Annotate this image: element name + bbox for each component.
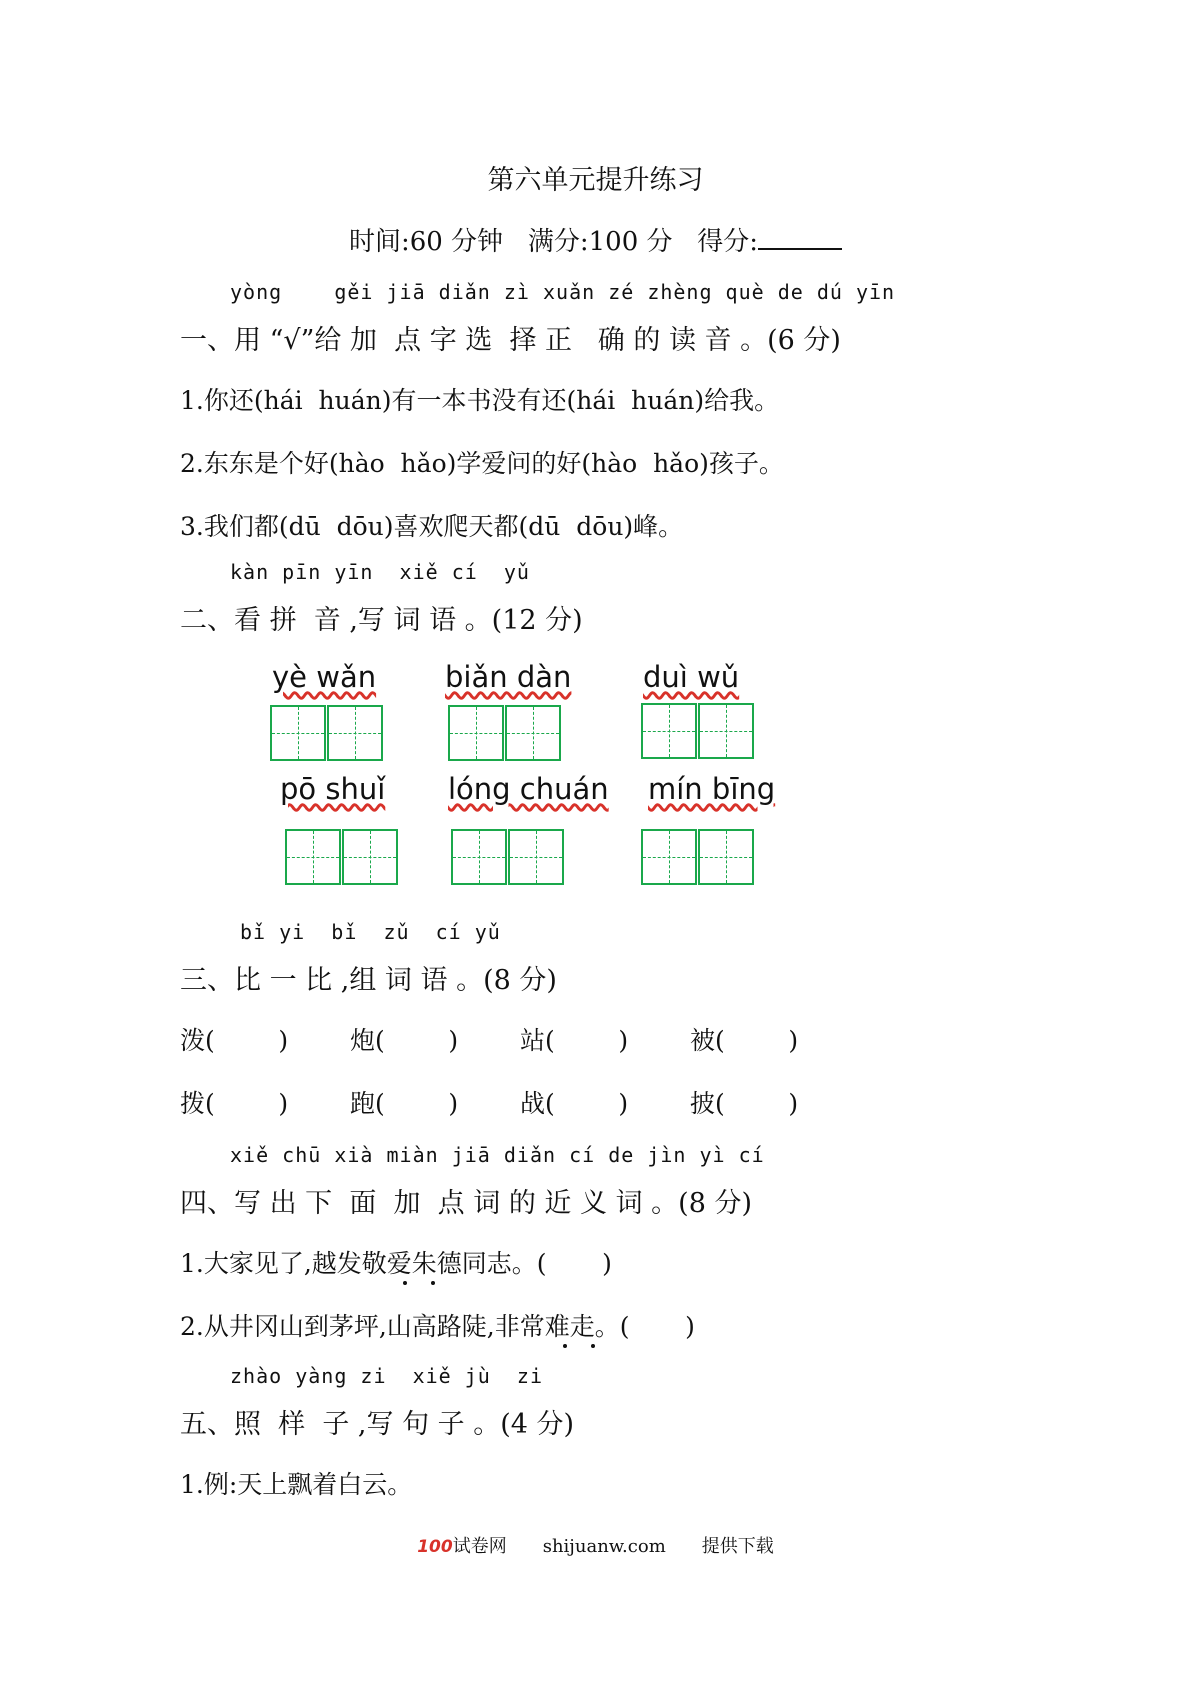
section1-heading: 一、用 “√”给 加 点 字 选 择 正 确 的 读 音 。(6 分) (180, 325, 841, 356)
section5-heading: 五、照 样 子 ,写 句 子 。(4 分) (180, 1409, 575, 1440)
time-limit: 时间:60 分钟 (348, 227, 504, 257)
compare-word-5: 拨( ) (180, 1089, 289, 1118)
writing-box[interactable] (508, 829, 564, 885)
section5-item-1: 1.例:天上飘着白云。 (180, 1470, 413, 1499)
writing-box[interactable] (448, 705, 504, 761)
section1-item-2: 2.东东是个好(hào hǎo)学爱问的好(hào hǎo)孩子。 (180, 449, 784, 478)
section4-item-2: 2.从井冈山到茅坪,山高路陡,非常难走。( ) (180, 1312, 695, 1341)
compare-word-8: 披( ) (690, 1089, 799, 1118)
compare-word-1: 泼( ) (180, 1026, 289, 1055)
emphasis-dot (431, 1281, 435, 1285)
writing-box[interactable] (327, 705, 383, 761)
section4-pinyin: xiě chū xià miàn jiā diǎn cí de jìn yì cí (230, 1143, 765, 1167)
writing-box[interactable] (698, 703, 754, 759)
writing-box[interactable] (641, 703, 697, 759)
site-logo: 100 (417, 1537, 453, 1557)
download-note: 提供下载 (701, 1536, 774, 1557)
page-footer (0, 1532, 1191, 1558)
word-pinyin-1: yè wǎn (272, 660, 377, 694)
site-url[interactable]: shijuanw.com (542, 1536, 666, 1557)
section1-item-1: 1.你还(hái huán)有一本书没有还(hái huán)给我。 (180, 386, 780, 415)
word-pinyin-6: mín bīng (648, 772, 776, 806)
section1-pinyin: yòng gěi jiā diǎn zì xuǎn zé zhèng què de dú yīn (230, 280, 896, 304)
section5-pinyin: zhào yàng zi xiě jù zi (230, 1364, 543, 1388)
section2-heading: 二、看 拼 音 ,写 词 语 。(12 分) (180, 605, 583, 636)
compare-word-4: 被( ) (690, 1026, 799, 1055)
exam-meta (0, 221, 1191, 258)
word-pinyin-2: biǎn dàn (445, 660, 572, 694)
section1-item-3: 3.我们都(dū dōu)喜欢爬天都(dū dōu)峰。 (180, 512, 684, 541)
section3-pinyin: bǐ yi bǐ zǔ cí yǔ (240, 920, 501, 944)
writing-box[interactable] (270, 705, 326, 761)
compare-word-3: 站( ) (520, 1026, 629, 1055)
page-title: 第六单元提升练习 (487, 165, 704, 196)
writing-box[interactable] (641, 829, 697, 885)
writing-box[interactable] (342, 829, 398, 885)
writing-box[interactable] (698, 829, 754, 885)
compare-word-6: 跑( ) (350, 1089, 459, 1118)
compare-word-7: 战( ) (520, 1089, 629, 1118)
score-label: 得分: (697, 227, 759, 257)
section3-heading: 三、比 一 比 ,组 词 语 。(8 分) (180, 965, 557, 996)
emphasis-dot (591, 1344, 595, 1348)
writing-box[interactable] (451, 829, 507, 885)
writing-box[interactable] (505, 705, 561, 761)
word-pinyin-3: duì wǔ (643, 660, 740, 694)
word-pinyin-5: lóng chuán (448, 772, 609, 806)
section4-heading: 四、写 出 下 面 加 点 词 的 近 义 词 。(8 分) (180, 1188, 752, 1219)
full-score: 满分:100 分 (527, 227, 673, 257)
section4-item-1: 1.大家见了,越发敬爱朱德同志。( ) (180, 1249, 612, 1278)
section2-pinyin: kàn pīn yīn xiě cí yǔ (230, 560, 530, 584)
word-pinyin-4: pō shuǐ (280, 772, 386, 806)
compare-word-2: 炮( ) (350, 1026, 459, 1055)
score-blank[interactable] (758, 226, 842, 250)
site-name: 试卷网 (452, 1536, 507, 1557)
emphasis-dot (563, 1344, 567, 1348)
writing-box[interactable] (285, 829, 341, 885)
emphasis-dot (403, 1281, 407, 1285)
